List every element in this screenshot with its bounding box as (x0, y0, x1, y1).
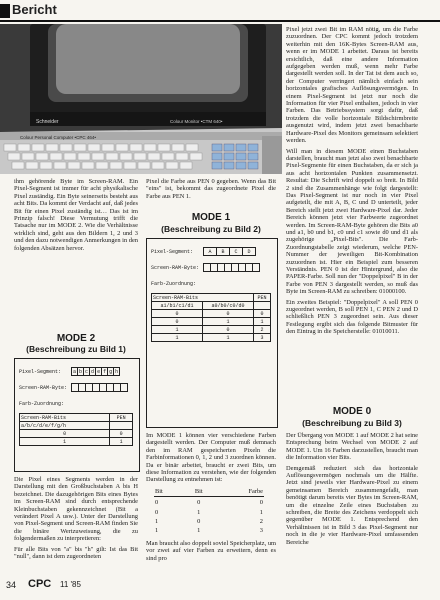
bild2-r0-a: 0 (152, 310, 203, 318)
bit-row1-a: 0 (155, 508, 159, 516)
bild2-r0-pen: 0 (253, 310, 270, 318)
bild1-diagram (14, 358, 140, 472)
bild2-col-pen: PEN (253, 294, 270, 302)
bild2-r2-a: 1 (152, 326, 203, 334)
bild2-r1-a: 0 (152, 318, 203, 326)
mode0-title: MODE 0 (332, 406, 372, 417)
bild2-row (152, 326, 271, 334)
col3-para5: Demgemäß reduziert sich das horizontale Auflösungsvermögen nochmals um die Hälfte. Jetzt sind jeweils vier Hardware-Pixel zu einem gemeinsamen Bereich zusammengefaßt, man benötigt darum bereits vier Bytes im Screen-RAM, um die einzelne Zeile eines Buchstaben zu schreiben, die Breite des Zeichens verdoppelt sich gegenüber MODE 1. Entsprechend den Verhältnissen ist in Bild 3 das Pixel-Segment nur noch in die je vier Hardware-Pixel umfassenden Bereiche (286, 464, 418, 546)
col1-para2: Die Pixel eines Segments werden in der Darstellung mit den Großbuchstaben A bis H bezeichnet. Die dazugehörigen Bits eines Bytes im Screen-RAM sind durch entsprechende Kleinbuchstaben gekennzeichnet (Bit a verändert Pixel A usw.). Unter der Darstellung von Pixel-Segment und Screen-RAM finden Sie die binäre Wertzuweisung, die zu folgendermaßen zu interpretieren: (14, 476, 138, 543)
bit-row2-c: 2 (259, 518, 263, 526)
bild1-ram-byte (71, 383, 128, 392)
column-3-lower (286, 432, 418, 549)
col3-para3: Ein zweites Beispiel: "Doppelpixel" A soll PEN 0 zugeordnet werden, B soll PEN 1, C PEN 2 und D schließlich PEN 3 zugeordnet sein. Aus dieser Festlegung ergibt sich das folgende Bitmuster für den Eintrag in die Speicherstelle: 01010011. (286, 298, 418, 336)
bild2-byte-label: Screen-RAM-Byte: (151, 265, 200, 271)
bild2-row (152, 334, 271, 342)
pixel-e: e (97, 368, 101, 375)
bit-row3-c: 3 (259, 527, 263, 535)
bild2-r3-a: 1 (152, 334, 203, 342)
header-rule (0, 20, 440, 22)
bit-row0-a: 0 (155, 499, 159, 507)
mode2-title: MODE 2 (56, 333, 96, 344)
bild1-farb-table (19, 413, 133, 446)
bit-table-h2: Bit (194, 487, 203, 495)
bit-row3-a: 1 (155, 527, 159, 535)
bit-row1-c: 1 (259, 508, 263, 516)
bild2-r2-b: 0 (202, 326, 253, 334)
bild1-byte-label: Screen-RAM-Byte: (19, 385, 68, 391)
mode1-subtitle: (Beschreibung zu Bild 2) (161, 224, 261, 234)
pixel-D: D (243, 248, 256, 256)
pixel-b: b (79, 368, 83, 375)
bild2-r0-b: 0 (202, 310, 253, 318)
col1-para3: Für alle Bits von "a" bis "h" gilt: Ist das Bit "null", dann ist dem zugeordneten (14, 545, 138, 561)
pixel-d: d (91, 368, 95, 375)
bild2-row (152, 318, 271, 326)
svg-text:Colour Personal Computer •CPC: Colour Personal Computer •CPC 464• (20, 135, 96, 140)
bild1-pixel-segment (71, 367, 120, 376)
svg-text:Colour Monitor •CTM 640•: Colour Monitor •CTM 640• (170, 119, 223, 124)
column-2 (146, 178, 276, 203)
col3-para2: Will man in diesem MODE einen Buchstaben darstellen, braucht man jetzt also zwei benachbarte Pixel-Segmente für einen Buchstaben, da er sich ja aus acht horizontalen Punkten zusammensetzt. Resultat: Die Schrift wird doppelt so breit. In Bild 2 sind die Zusammenhänge wie folgt dargestellt: Das Pixel-Segment ist nur noch in vier Pixel aufgeteilt, die mit A, B, C und D unterteilt, jeder Bereich stellt jetzt zwei Hardware-Pixel dar. Jeder Bereich können jetzt vier Farbwerte zugeordnet werden. Im Screen-RAM-Byte gehören die Bits a0 und a1, b0 und b1, c0 und c1 sowie d0 und d1 als zugehörige „Pixel-Bits". Die Farb-Zuordnungstabelle zeigt wiederum, welche PEN-Nummer der jeweiligen Bit-Kombination zuzuordnen ist. Hier ein Beispiel zum besseren Verständnis. PEN 0 ist der Hintergrund, also die PAPER-Farbe. Soll nun der "Doppelpixel" B in der Farbe von PEN 3 dargestellt werden, so muß das Byte im Screen-RAM zu schreiben: 01000100. (286, 147, 418, 296)
pixel-c: c (85, 368, 89, 375)
bild2-farb-table (151, 293, 271, 342)
column-1 (14, 178, 138, 255)
column-1-lower (14, 476, 138, 563)
svg-text:Schneider: Schneider (36, 119, 59, 125)
header-bar (0, 4, 10, 18)
bild2-h1: a1/b1/c1/d1 (152, 302, 203, 310)
mode0-subtitle: (Beschreibung zu Bild 3) (302, 418, 402, 428)
computer-photo (0, 24, 282, 174)
bild2-ram-byte (203, 263, 260, 272)
bild1-row0-pen: 0 (110, 430, 133, 438)
pixel-f: f (103, 368, 107, 375)
pixel-A: A (204, 248, 217, 256)
page-number: 34 (6, 580, 17, 590)
bild2-r1-b: 1 (202, 318, 253, 326)
bild2-farb-label: Farb-Zuordnung: (151, 281, 197, 287)
mode1-title: MODE 1 (191, 212, 231, 223)
bild2-r3-b: 1 (202, 334, 253, 342)
bild1-pixel-label: Pixel-Segment: (19, 369, 62, 375)
bit-row2-a: 1 (155, 518, 159, 526)
bild2-r2-pen: 2 (253, 326, 270, 334)
bild1-row0-bit: 0 (20, 430, 110, 438)
bild2-r3-pen: 3 (253, 334, 270, 342)
bild2-row (152, 310, 271, 318)
col3-para4: Der Übergang von MODE 1 auf MODE 2 hat seine Entsprechung beim Wechsel von MODE 2 auf MODE 1. Um 16 Farben darzustellen, braucht man die Information vier Bits. (286, 432, 418, 462)
computer-illustration (0, 24, 282, 174)
bild1-row1-bit: 1 (20, 438, 110, 446)
col2-para1: Pixel die Farbe aus PEN 0 gegeben. Wenn das Bit "eins" ist, bekommt das zugeordnete Pixel die Farbe aus PEN 1. (146, 178, 276, 200)
pixel-C: C (230, 248, 243, 256)
bit-table-h3: Farbe (248, 487, 263, 495)
page-header (0, 0, 440, 22)
bit-row1-b: 1 (197, 508, 201, 516)
bild2-diagram (146, 238, 278, 428)
bild1-farb-label: Farb-Zuordnung: (19, 401, 65, 407)
bild1-row1-pen: 1 (110, 438, 133, 446)
bild1-col-pen: PEN (110, 414, 133, 422)
col1-para1: ihm gehörende Byte im Screen-RAM. Ein Pixel-Segment ist immer für acht physikalische Pixel zuständig. Ein Byte seinerseits besteht aus acht Bits. Da kommt der Verdacht auf, daß jedes Bit für einen Pixel zuständig ist… Das ist im Prinzip falsch! Diese Vermutung trifft die Tatsache nur im MODE 2. Wie die Verhältnisse wirklich sind, geht aus den Bildern 1, 2 und 3 und den dazu notwendigen Anmerkungen in den folgenden Absätzen hervor. (14, 178, 138, 252)
column-3 (286, 26, 418, 339)
bild2-col-bits: Screen-RAM-Bits (152, 294, 254, 302)
col3-para1: Pixel jetzt zwei Bit im RAM nötig, um die Farbe zuzuordnen. Der CPC kommt jedoch trotzdem weiterhin mit den 16K-Bytes Screen-RAM aus, wenn er im MODE 1 arbeitet. Daraus ist bereits ersichtlich, daß eine andere Information aufgegeben werden muß, wenn mehr Farbe dargestellt werden soll. In der Tat ist dem auch so, der Computer verringert nämlich einfach sein horizontales grafisches Auflösungsvermögen. In einem Pixel-Segment ist jetzt nur noch die Information für vier Pixel enthalten, jedoch in vier Farben. Das Betriebssystem sorgt dafür, daß trotzdem die volle horizontale Bildschirmbreite ausgenutzt wird, indem jetzt zwei benachbarte Hardware-Pixel des Monitors gemeinsam selektiert werden. (286, 26, 418, 145)
bild2-pixel-label: Pixel-Segment: (151, 249, 194, 255)
pixel-a: a (73, 368, 77, 375)
bit-table-h1: Bit (155, 487, 163, 495)
bit-row0-b: 0 (197, 499, 201, 507)
bit-row3-b: 1 (197, 527, 201, 535)
col2-para3: Man braucht also doppelt soviel Speicherplatz, um vor zwei auf vier Farben zu erweitern, denn es sind pro (146, 539, 276, 562)
bild2-h2: a0/b0/c0/d0 (202, 302, 253, 310)
bit-row2-b: 0 (197, 518, 201, 526)
bild1-col-bits: Screen-RAM-Bits (20, 414, 110, 422)
mode2-subtitle: (Beschreibung zu Bild 1) (26, 344, 126, 354)
bit-row0-c: 0 (259, 499, 263, 507)
bild2-r1-pen: 1 (253, 318, 270, 326)
magazine-logo: CPC (28, 578, 52, 590)
bild1-bits-header: a/b/c/d/e/f/g/h (20, 422, 110, 430)
column-2-lower (146, 432, 276, 565)
bild2-pixel-segment (203, 247, 256, 256)
bit-color-table (154, 487, 264, 536)
pixel-h: h (115, 368, 119, 375)
issue-date: 11 '85 (60, 580, 81, 589)
section-title: Bericht (12, 2, 57, 17)
pixel-B: B (217, 248, 230, 256)
pixel-g: g (109, 368, 113, 375)
col2-para2: Im MODE 1 können vier verschiedene Farben dargestellt werden. Der Computer muß demnach den im RAM gespeicherten Pixeln die Farbinformationen 0, 1, 2 und 3 zuordnen können. Da er binär arbeitet, braucht er zwei Bits, um diese Information zu verstehen, wie der folgenden Darstellung zu entnehmen ist: (146, 432, 276, 484)
